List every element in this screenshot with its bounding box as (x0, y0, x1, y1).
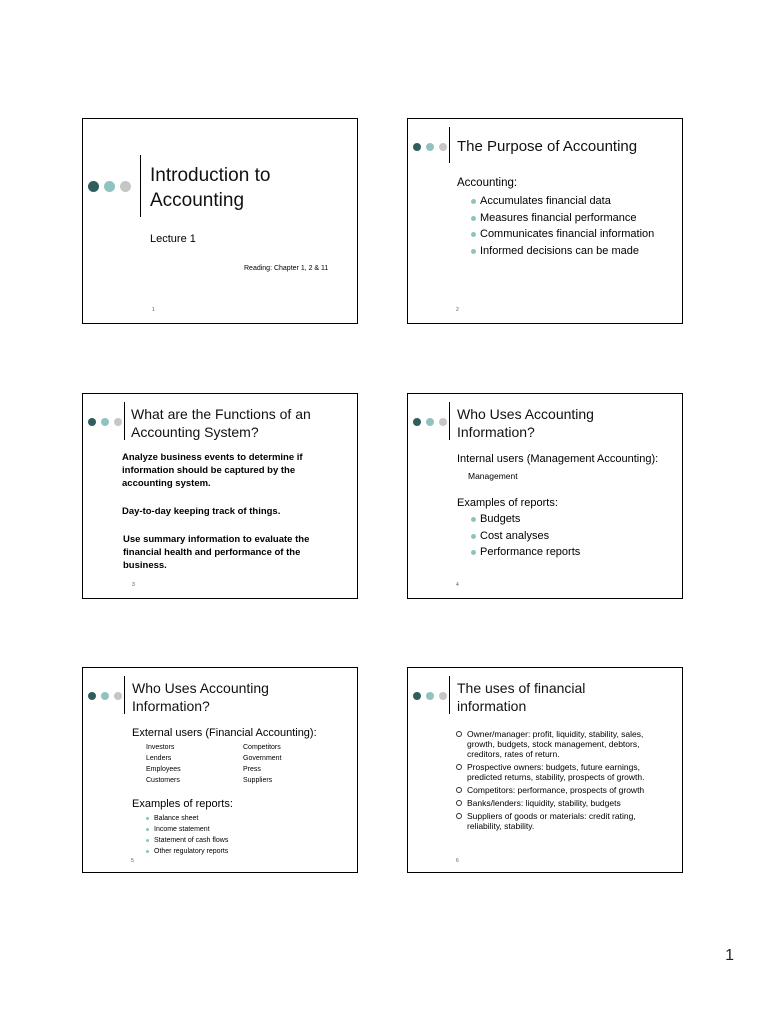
slide-3 (82, 393, 358, 599)
list-item: Banks/lenders: liquidity, stability, budgets (456, 798, 668, 808)
examples-heading: Examples of reports: (132, 798, 233, 810)
slide-intro: Accounting: (457, 177, 518, 189)
grid-cell: Lenders (146, 755, 172, 762)
grid-cell: Investors (146, 744, 175, 751)
title-divider (124, 402, 125, 440)
title-divider (140, 155, 141, 217)
title-divider (449, 402, 450, 440)
decorative-dots (413, 143, 447, 151)
list-item: Statement of cash flows (145, 835, 228, 846)
slide-number: 5 (131, 858, 134, 864)
list-item: Other regulatory reports (145, 846, 228, 857)
list-item: Competitors: performance, prospects of growth (456, 785, 668, 795)
grid-cell: Suppliers (243, 777, 273, 784)
slide-1 (82, 118, 358, 324)
slide-title: The Purpose of Accounting (457, 138, 638, 155)
page-number: 1 (725, 947, 734, 964)
external-users-heading: External users (Financial Accounting): (132, 727, 317, 739)
list-item: Income statement (145, 824, 228, 835)
decorative-dots (88, 692, 122, 700)
decorative-dots (413, 692, 447, 700)
slide-title: Who Uses Accounting Information? (132, 680, 269, 714)
slide-5 (82, 667, 358, 873)
list-item: Performance reports (471, 544, 580, 561)
list-item: Suppliers of goods or materials: credit rating, reliability, stability. (456, 811, 668, 831)
paragraph: Analyze business events to determine if information should be captured by the accounting system. (122, 452, 303, 489)
paragraph: Use summary information to evaluate the financial health and performance of the business. (123, 534, 310, 571)
slide-2 (407, 118, 683, 324)
bullet-list (471, 193, 654, 259)
bullet-list (145, 813, 228, 857)
external-users-grid (146, 742, 323, 786)
list-item: Communicates financial information (471, 226, 654, 243)
grid-cell: Customers (146, 777, 180, 784)
bullet-list (456, 729, 668, 834)
title-divider (449, 127, 450, 163)
title-divider (449, 676, 450, 714)
list-item: Owner/manager: profit, liquidity, stability, sales, growth, budgets, stock management, debtors, creditors, rates of return. (456, 729, 668, 759)
list-item: Informed decisions can be made (471, 243, 654, 260)
slide-number: 6 (456, 858, 459, 864)
paragraph: Day-to-day keeping track of things. (122, 506, 281, 517)
list-item: Budgets (471, 511, 580, 528)
list-item: Prospective owners: budgets, future earnings, predicted returns, stability, prospects of growth. (456, 762, 668, 782)
slide-title: Who Uses Accounting Information? (457, 406, 594, 440)
examples-heading: Examples of reports: (457, 497, 558, 509)
grid-cell: Press (243, 766, 261, 773)
title-divider (124, 676, 125, 714)
list-item: Accumulates financial data (471, 193, 654, 210)
slide-number: 4 (456, 582, 459, 588)
grid-cell: Competitors (243, 744, 281, 751)
internal-users-heading: Internal users (Management Accounting): (457, 453, 659, 465)
internal-user-item: Management (468, 471, 518, 481)
slide-title: What are the Functions of an Accounting System? (131, 406, 311, 440)
list-item: Measures financial performance (471, 210, 654, 227)
list-item: Balance sheet (145, 813, 228, 824)
decorative-dots (88, 418, 122, 426)
decorative-dots (88, 181, 131, 192)
decorative-dots (413, 418, 447, 426)
slide-number: 2 (456, 307, 459, 313)
grid-cell: Government (243, 755, 282, 762)
reading-note: Reading: Chapter 1, 2 & 11 (244, 265, 329, 272)
slide-number: 3 (132, 582, 135, 588)
slide-6 (407, 667, 683, 873)
slide-title: The uses of financial information (457, 680, 586, 714)
slide-4 (407, 393, 683, 599)
bullet-list (471, 511, 580, 561)
grid-cell: Employees (146, 766, 181, 773)
list-item: Cost analyses (471, 528, 580, 545)
slide-subtitle: Lecture 1 (150, 233, 196, 245)
slide-number: 1 (152, 307, 155, 313)
slide-title: Introduction to Accounting (150, 165, 271, 211)
